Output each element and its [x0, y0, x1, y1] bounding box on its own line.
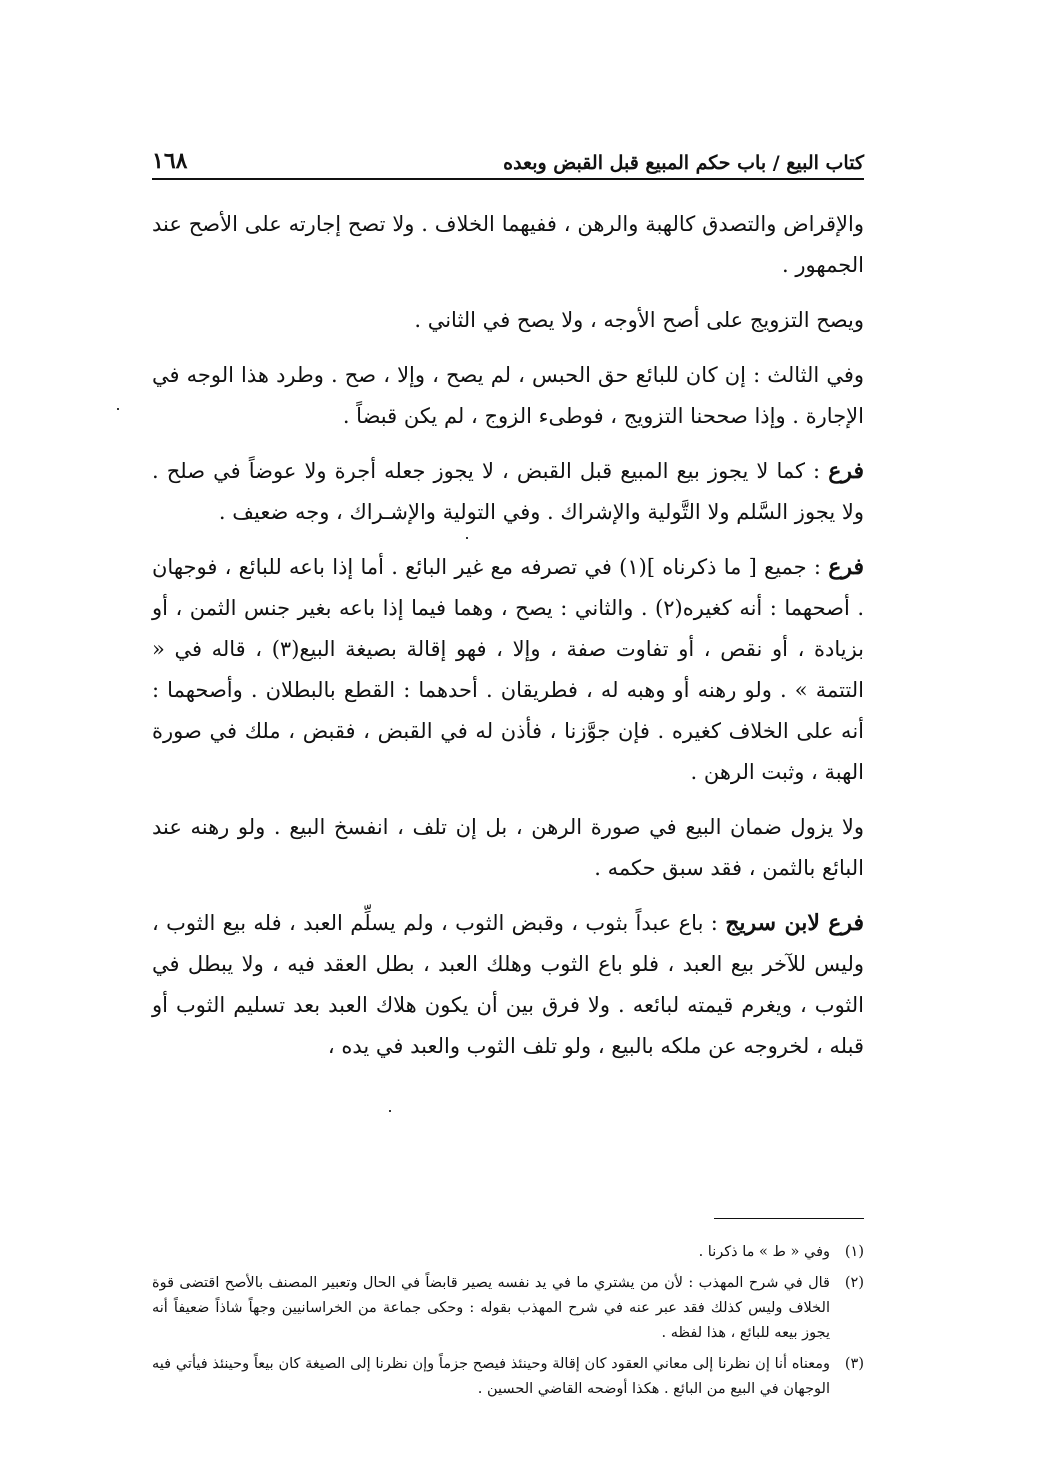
paragraph-text: والإقراض والتصدق كالهبة والرهن ، ففيهما الخلاف . ولا تصح إجارته على الأصح عند الجمهور . — [152, 212, 864, 277]
paragraph — [152, 355, 864, 437]
paragraph — [152, 204, 864, 286]
footnote-text: وفي « ط » ما ذكرنا . — [698, 1244, 830, 1260]
book-page — [152, 140, 865, 1397]
paragraph — [152, 547, 864, 793]
footnote — [152, 1352, 864, 1402]
main-text — [152, 204, 864, 1081]
paragraph-text: : كما لا يجوز بيع المبيع قبل القبض ، لا يجوز جعله أجرة ولا عوضاً في صلح . ولا يجوز السَّلم ولا التَّولية والإشراك . وفي التولية والإشـراك ، وجه ضعيف . — [152, 459, 864, 524]
paragraph — [152, 451, 864, 533]
paragraph — [152, 903, 864, 1067]
scan-speck — [389, 1110, 391, 1112]
paragraph-lead: فرع — [828, 554, 865, 580]
footnote-divider — [714, 1218, 864, 1219]
paragraph-text: وفي الثالث : إن كان للبائع حق الحبس ، لم يصح ، وإلا ، صح . وطرد هذا الوجه في الإجارة . وإذا صححنا التزويج ، فوطىء الزوج ، لم يكن قبضاً . — [152, 363, 864, 428]
footnote-number: (٣) — [844, 1356, 864, 1372]
page-number: ١٦٨ — [152, 148, 188, 174]
page-header — [152, 140, 864, 180]
paragraph-text: : جميع [ ما ذكرناه ](١) في تصرفه مع غير البائع . أما إذا باعه للبائع ، فوجهان . أصحهما : أنه كغيره(٢) . والثاني : يصح ، وهما فيما إذا باعه بغير جنس الثمن ، أو بزيادة ، أو نقص ، أو تفاوت صفة ، وإلا ، فهو إقالة بصيغة البيع(٣) ، قاله في « التتمة » . ولو رهنه أو وهبه له ، فطريقان . أحدهما : القطع بالبطلان . وأصحهما : أنه على الخلاف كغيره . فإن جوَّزنا ، فأذن له في القبض ، فقبض ، ملك في صورة الهبة ، وثبت الرهن . — [152, 555, 865, 784]
footnote-number: (١) — [844, 1244, 864, 1260]
paragraph-lead: فرع — [828, 458, 864, 484]
footnote-text: ومعناه أنا إن نظرنا إلى معاني العقود كان إقالة وحينئذ فيصح جزماً وإن نظرنا إلى الصيغة كان بيعاً وحينئذ فيأتي فيه الوجهان في البيع من البائع . هكذا أوضحه القاضي الحسين . — [152, 1356, 830, 1397]
scan-speck — [466, 537, 468, 539]
footnote — [152, 1240, 864, 1265]
paragraph-text: : باع عبداً بثوب ، وقبض الثوب ، ولم يسلِّم العبد ، فله بيع الثوب ، وليس للآخر بيع العبد ، فلو باع الثوب وهلك العبد ، بطل العقد فيه ، ولا يبطل في الثوب ، ويغرم قيمته لبائعه . ولا فرق بين أن يكون هلاك العبد بعد تسليم الثوب أو قبله ، لخروجه عن ملكه بالبيع ، ولو تلف الثوب والعبد في يده ، — [152, 911, 864, 1058]
footnotes — [152, 1240, 864, 1408]
footnote-number: (٢) — [844, 1275, 864, 1291]
paragraph-text: ولا يزول ضمان البيع في صورة الرهن ، بل إن تلف ، انفسخ البيع . ولو رهنه عند البائع بالثمن ، فقد سبق حكمه . — [152, 815, 864, 880]
paragraph — [152, 300, 864, 341]
footnote-text: قال في شرح المهذب : لأن من يشتري ما في يد نفسه يصير قابضاً في الحال وتعبير المصنف بالأصح اقتضى قوة الخلاف وليس كذلك فقد عبر عنه في شرح المهذب بقوله : وحكى جماعة من الخراسانيين وجهاً شاذاً ضعيفاً أنه يجوز بيعه للبائع ، هذا لفظه . — [152, 1275, 830, 1341]
footnote — [152, 1271, 864, 1346]
paragraph-text: ويصح التزويج على أصح الأوجه ، ولا يصح في الثاني . — [414, 308, 864, 332]
running-title: كتاب البيع / باب حكم المبيع قبل القبض وبعده — [503, 152, 864, 174]
paragraph-lead: فرع لابن سريج — [725, 910, 865, 936]
paragraph — [152, 807, 864, 889]
scan-speck — [117, 408, 119, 410]
